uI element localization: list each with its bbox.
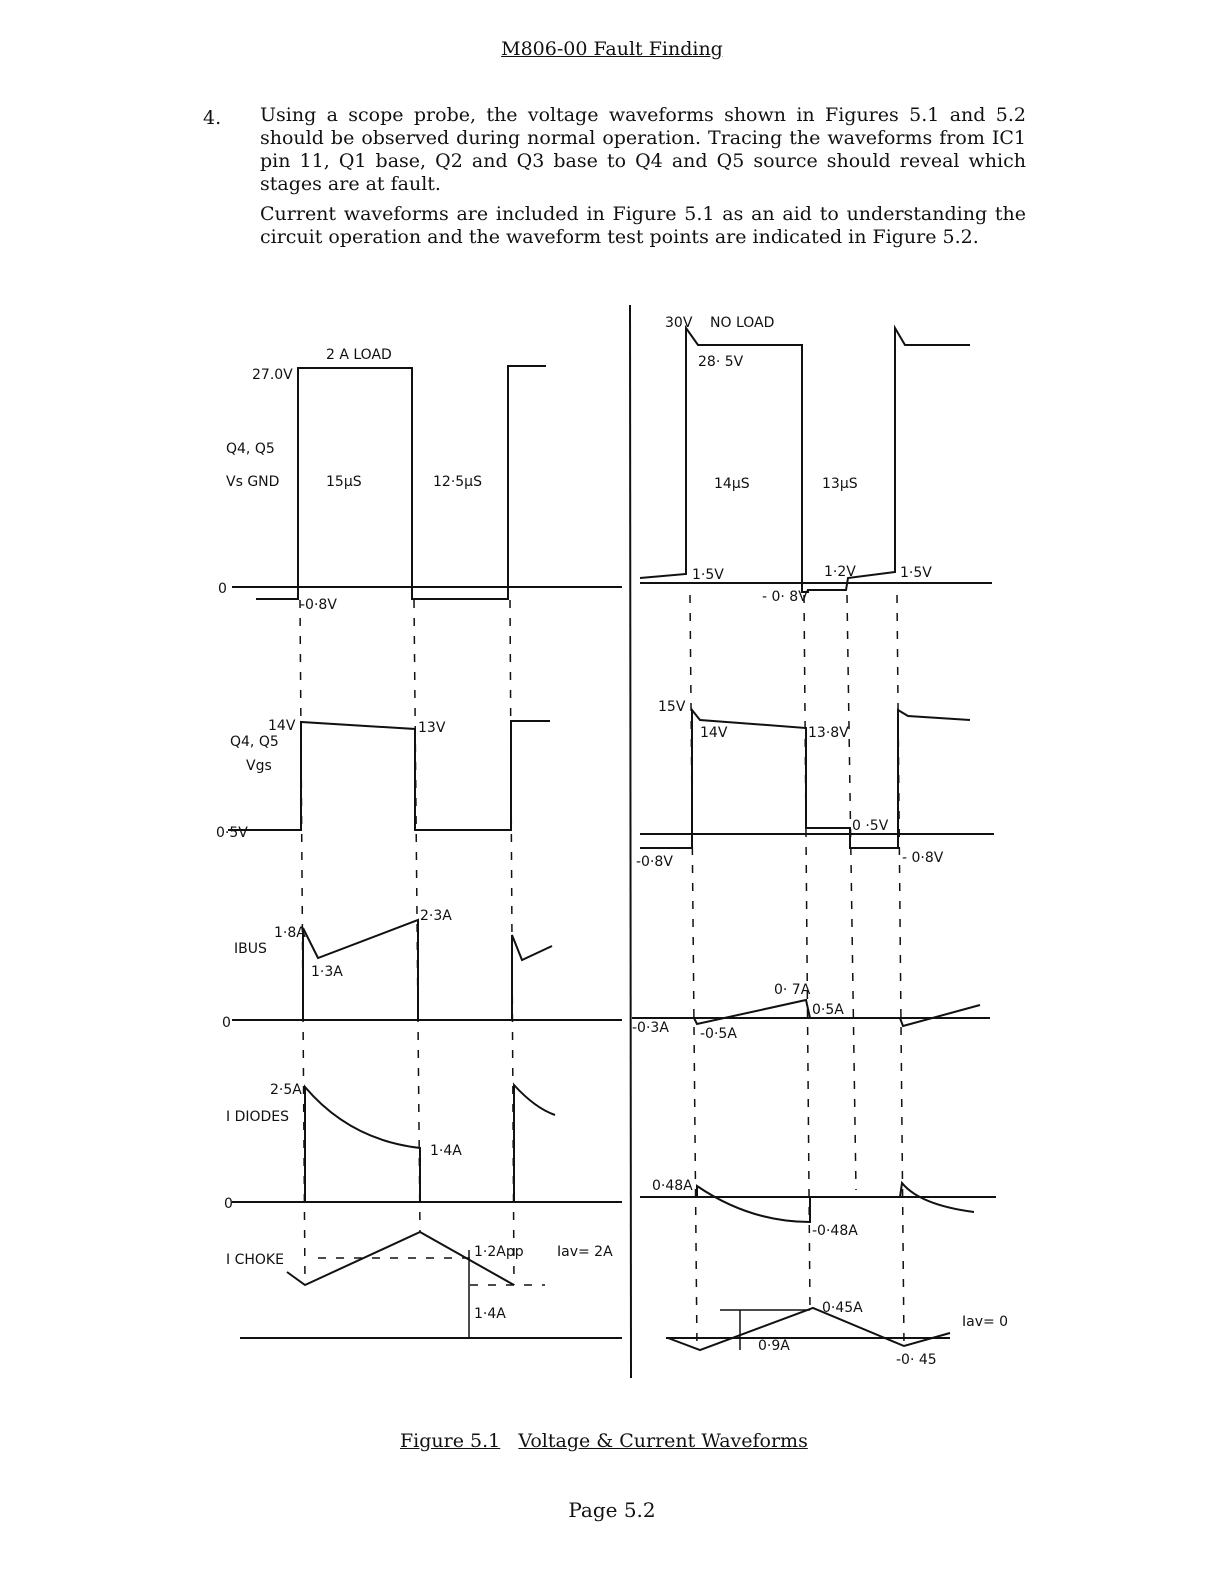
caption-number: Figure 5.1 <box>400 1430 501 1452</box>
right-vs-mid: 1·2V <box>824 564 856 580</box>
page-header: M806-00 Fault Finding <box>501 38 723 60</box>
right-ibus-neg-start: -0·5A <box>700 1026 737 1042</box>
right-ibus-waveform-2 <box>900 1005 980 1026</box>
left-vs-waveform <box>256 366 546 599</box>
left-vgs-label1: Q4, Q5 <box>230 734 279 750</box>
right-ibus-neg-left: -0·3A <box>632 1020 669 1036</box>
right-idiodes-peak: 0·48A <box>652 1178 693 1194</box>
right-ichoke-pp: 0·9A <box>758 1338 790 1354</box>
right-vgs-mid: 0 ·5V <box>852 818 889 834</box>
left-ichoke-label: I CHOKE <box>226 1252 284 1268</box>
right-vgs-high: 14V <box>700 725 728 741</box>
right-vs-end: 1·5V <box>900 565 932 581</box>
left-idiodes-waveform-2 <box>514 1085 555 1202</box>
left-vgs-low-end: 13V <box>418 720 446 736</box>
left-vgs-label2: Vgs <box>246 758 272 774</box>
left-ibus-max: 2·3A <box>420 908 452 924</box>
figure-divider <box>630 305 631 1378</box>
right-vs-high: 28· 5V <box>698 354 744 370</box>
right-vs-waveform <box>640 328 970 592</box>
left-vs-neg: -0·8V <box>300 597 337 613</box>
left-vgs-waveform <box>262 721 550 830</box>
right-vs-start: 1·5V <box>692 567 724 583</box>
right-vs-peak: 30V <box>665 315 693 331</box>
right-ichoke-waveform <box>668 1308 950 1350</box>
left-vs-label2: Vs GND <box>226 474 280 490</box>
left-idiodes-min: 1·4A <box>430 1143 462 1159</box>
left-vs-zero: 0 <box>218 581 227 597</box>
left-ibus-waveform-2 <box>512 935 552 1020</box>
caption-title: Voltage & Current Waveforms <box>518 1430 808 1452</box>
left-ichoke-level: 1·4A <box>474 1306 506 1322</box>
left-ibus-min: 1·3A <box>311 964 343 980</box>
right-ibus-after: 0·5A <box>812 1002 844 1018</box>
right-ichoke-neg: -0· 45 <box>896 1352 937 1368</box>
left-vgs-high: 14V <box>268 718 296 734</box>
left-ibus-label: IBUS <box>234 941 267 957</box>
right-vgs-peak: 15V <box>658 699 686 715</box>
section-number: 4. <box>203 107 222 129</box>
left-idiodes-peak: 2·5A <box>270 1082 302 1098</box>
left-ibus-peak: 1·8A <box>274 925 306 941</box>
right-t-on: 14µS <box>714 476 750 492</box>
right-ibus-max: 0· 7A <box>774 982 811 998</box>
right-ibus-waveform <box>694 1000 810 1024</box>
right-vgs-low-end: 13·8V <box>808 725 849 741</box>
left-ichoke-pp: 1·2App <box>474 1244 524 1260</box>
right-title: NO LOAD <box>710 315 775 331</box>
paragraph-2: Current waveforms are included in Figure 5.1 as an aid to understanding the circuit operation and the waveform test points are indicated in Figure 5.2. <box>260 203 1026 248</box>
left-vs-label1: Q4, Q5 <box>226 441 275 457</box>
right-vs-neg: - 0· 8V <box>762 589 808 605</box>
left-ibus-zero: 0 <box>222 1015 231 1031</box>
right-vgs-neg-right: - 0·8V <box>902 850 944 866</box>
right-idiodes-waveform <box>697 1186 810 1222</box>
right-ichoke-av: Iav= 0 <box>962 1314 1009 1330</box>
left-idiodes-zero: 0 <box>224 1196 233 1212</box>
page-footer: Page 5.2 <box>568 1498 656 1522</box>
left-t-on: 15µS <box>326 474 362 490</box>
left-vs-high: 27.0V <box>252 367 293 383</box>
right-vgs-neg-left: -0·8V <box>636 854 673 870</box>
left-idiodes-label: I DIODES <box>226 1109 290 1125</box>
left-ichoke-av: Iav= 2A <box>557 1244 613 1260</box>
left-title: 2 A LOAD <box>326 347 392 363</box>
right-idiodes-end: -0·48A <box>812 1223 858 1239</box>
left-t-off: 12·5µS <box>433 474 482 490</box>
left-vgs-base: 0·5V <box>216 825 248 841</box>
paragraph-1: Using a scope probe, the voltage waveforms shown in Figures 5.1 and 5.2 should be observed during normal operation. Tracing the waveforms from IC1 pin 11, Q1 base, Q2 and Q3 base to Q4 and Q5 source should reveal which stages are at fault. <box>260 104 1026 195</box>
figure-caption <box>400 1430 808 1452</box>
left-idiodes-waveform <box>305 1087 420 1202</box>
right-t-off: 13µS <box>822 476 858 492</box>
right-ichoke-peak: 0·45A <box>822 1300 863 1316</box>
